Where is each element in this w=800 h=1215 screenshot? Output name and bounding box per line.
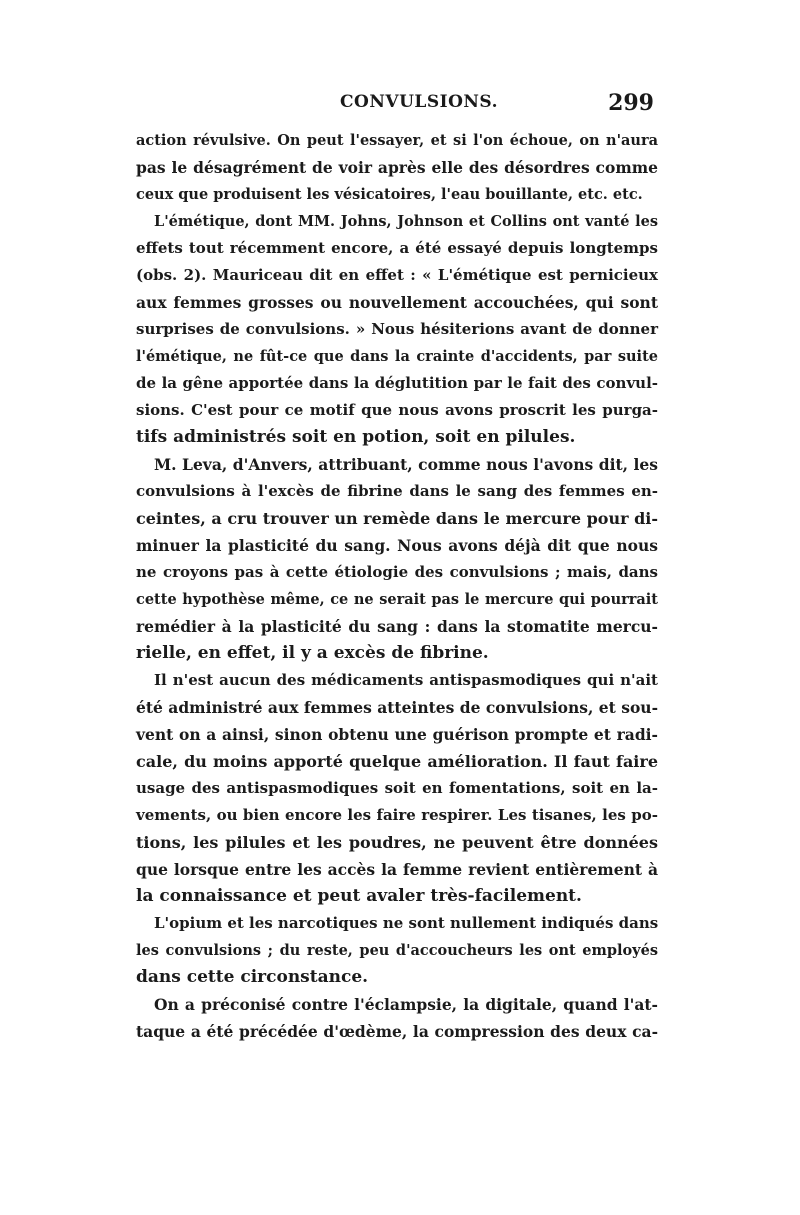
text-line: cale, du moins apporté quelque amélioration. Il faut faire [136,752,658,771]
text-line: L'émétique, dont MM. Johns, Johnson et Collins ont vanté les [154,213,658,230]
text-line: de la gêne apportée dans la déglutition par le fait des convul- [136,374,658,392]
text-line: cette hypothèse même, ce ne serait pas le mercure qui pourrait [136,591,658,608]
text-line: ne croyons pas à cette étiologie des convulsions ; mais, dans [136,563,658,581]
text-line: ceintes, a cru trouver un remède dans le mercure pour di- [136,509,658,528]
text-line: aux femmes grosses ou nouvellement accouchées, qui sont [136,293,658,312]
text-line: action révulsive. On peut l'essayer, et si l'on échoue, on n'aura [136,132,658,149]
text-line: usage des antispasmodiques soit en fomentations, soit en la- [136,779,658,797]
text-line: vements, ou bien encore les faire respirer. Les tisanes, les po- [136,806,658,824]
text-line: (obs. 2). Mauriceau dit en effet : « L'émétique est pernicieux [136,266,658,284]
text-line: M. Leva, d'Anvers, attribuant, comme nous l'avons dit, les [154,455,658,474]
text-line: que lorsque entre les accès la femme revient entièrement à [136,860,658,879]
text-line: tions, les pilules et les poudres, ne peuvent être données [136,833,658,852]
text-line: dans cette circonstance. [136,967,369,987]
text-line: taque a été précédée d'œdème, la compression des deux ca- [136,1022,658,1041]
body-text [136,127,658,1045]
text-line: minuer la plasticité du sang. Nous avons déjà dit que nous [136,536,658,555]
page-header [136,92,658,122]
text-line: la connaissance et peut avaler très-facilement. [136,886,582,906]
text-line: On a préconisé contre l'éclampsie, la digitale, quand l'at- [154,995,658,1014]
text-line: sions. C'est pour ce motif que nous avons proscrit les purga- [136,401,658,419]
text-line: remédier à la plasticité du sang : dans la stomatite mercu- [136,617,658,636]
text-line: tifs administrés soit en potion, soit en pilules. [136,427,576,447]
text-line: convulsions à l'excès de fibrine dans le sang des femmes en- [136,482,658,500]
running-title: CONVULSIONS. [340,92,499,112]
page-number: 299 [608,90,654,116]
text-line: les convulsions ; du reste, peu d'accoucheurs les ont employés [136,942,658,959]
text-line: vent on a ainsi, sinon obtenu une guérison prompte et radi- [136,725,658,744]
text-line: ceux que produisent les vésicatoires, l'eau bouillante, etc. etc. [136,186,643,203]
text-line: L'opium et les narcotiques ne sont nullement indiqués dans [154,914,659,932]
text-line: Il n'est aucun des médicaments antispasmodiques qui n'ait [154,671,658,689]
text-line: été administré aux femmes atteintes de convulsions, et sou- [136,698,658,717]
text-line: effets tout récemment encore, a été essayé depuis longtemps [136,239,658,257]
text-line: surprises de convulsions. » Nous hésiterions avant de donner [136,320,658,338]
text-line: pas le désagrément de voir après elle des désordres comme [136,158,658,177]
text-line: rielle, en effet, il y a excès de fibrine. [136,643,489,663]
text-line: l'émétique, ne fût-ce que dans la crainte d'accidents, par suite [136,348,658,365]
